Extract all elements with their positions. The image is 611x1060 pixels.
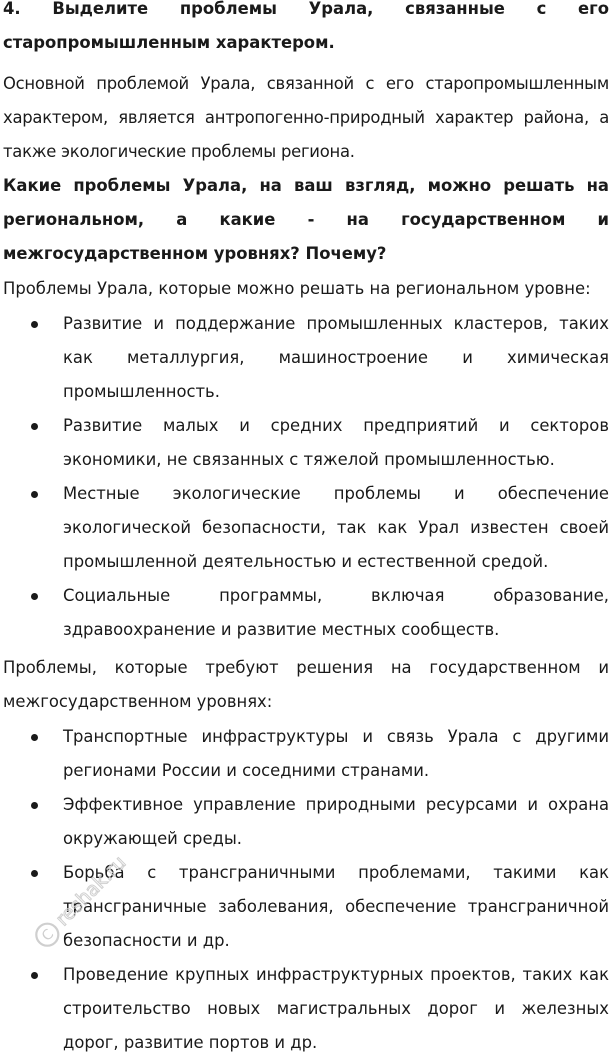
bullet-icon	[31, 734, 38, 741]
copyright-letter: C	[38, 926, 58, 945]
list-item-text: Борьба с трансграничными проблемами, такими как трансграничные заболевания, обеспечение трансграничной безопасности и др.	[63, 863, 609, 950]
bullet-icon	[31, 972, 38, 979]
list-item	[3, 720, 609, 788]
regional-list	[3, 307, 609, 647]
watermark-text: reshak.ru	[51, 851, 131, 931]
list-item	[3, 579, 609, 647]
question-5-heading: Какие проблемы Урала, на ваш взгляд, можно решать на региональном, а какие - на государственном и межгосударственном уровнях? Почему?	[3, 176, 609, 263]
bullet-icon	[31, 802, 38, 809]
state-list	[3, 720, 609, 1060]
list-item	[3, 307, 609, 409]
list-item	[3, 788, 609, 856]
list-item	[3, 856, 609, 958]
list-item-text: Местные экологические проблемы и обеспечение экологической безопасности, так как Урал известен своей промышленной деятельностью и естественной средой.	[63, 484, 609, 571]
regional-intro: Проблемы Урала, которые можно решать на региональном уровне:	[3, 279, 591, 298]
list-item-text: Развитие и поддержание промышленных кластеров, таких как металлургия, машиностроение и химическая промышленность.	[63, 314, 609, 401]
list-item	[3, 958, 609, 1060]
list-item	[3, 477, 609, 579]
list-item-text: Проведение крупных инфраструктурных проектов, таких как строительство новых магистральных дорог и железных дорог, развитие портов и др.	[63, 965, 609, 1052]
state-intro: Проблемы, которые требуют решения на государственном и межгосударственном уровнях:	[3, 658, 609, 711]
document	[3, 0, 609, 1060]
list-item-text: Социальные программы, включая образование, здравоохранение и развитие местных сообществ.	[63, 586, 609, 639]
bullet-icon	[31, 491, 38, 498]
list-item-text: Развитие малых и средних предприятий и секторов экономики, не связанных с тяжелой промышленностью.	[63, 416, 609, 469]
question-4-answer: Основной проблемой Урала, связанной с его старопромышленным характером, является антропогенно-природный характер района, а также экологические проблемы региона.	[3, 74, 609, 161]
bullet-icon	[31, 593, 38, 600]
bullet-icon	[31, 423, 38, 430]
list-item-text: Транспортные инфраструктуры и связь Урала с другими регионами России и соседними странами.	[63, 727, 609, 780]
list-item	[3, 409, 609, 477]
bullet-icon	[31, 321, 38, 328]
list-item-text: Эффективное управление природными ресурсами и охрана окружающей среды.	[63, 795, 609, 848]
bullet-icon	[31, 870, 38, 877]
question-4-heading: 4. Выделите проблемы Урала, связанные с его старопромышленным характером.	[3, 0, 609, 52]
